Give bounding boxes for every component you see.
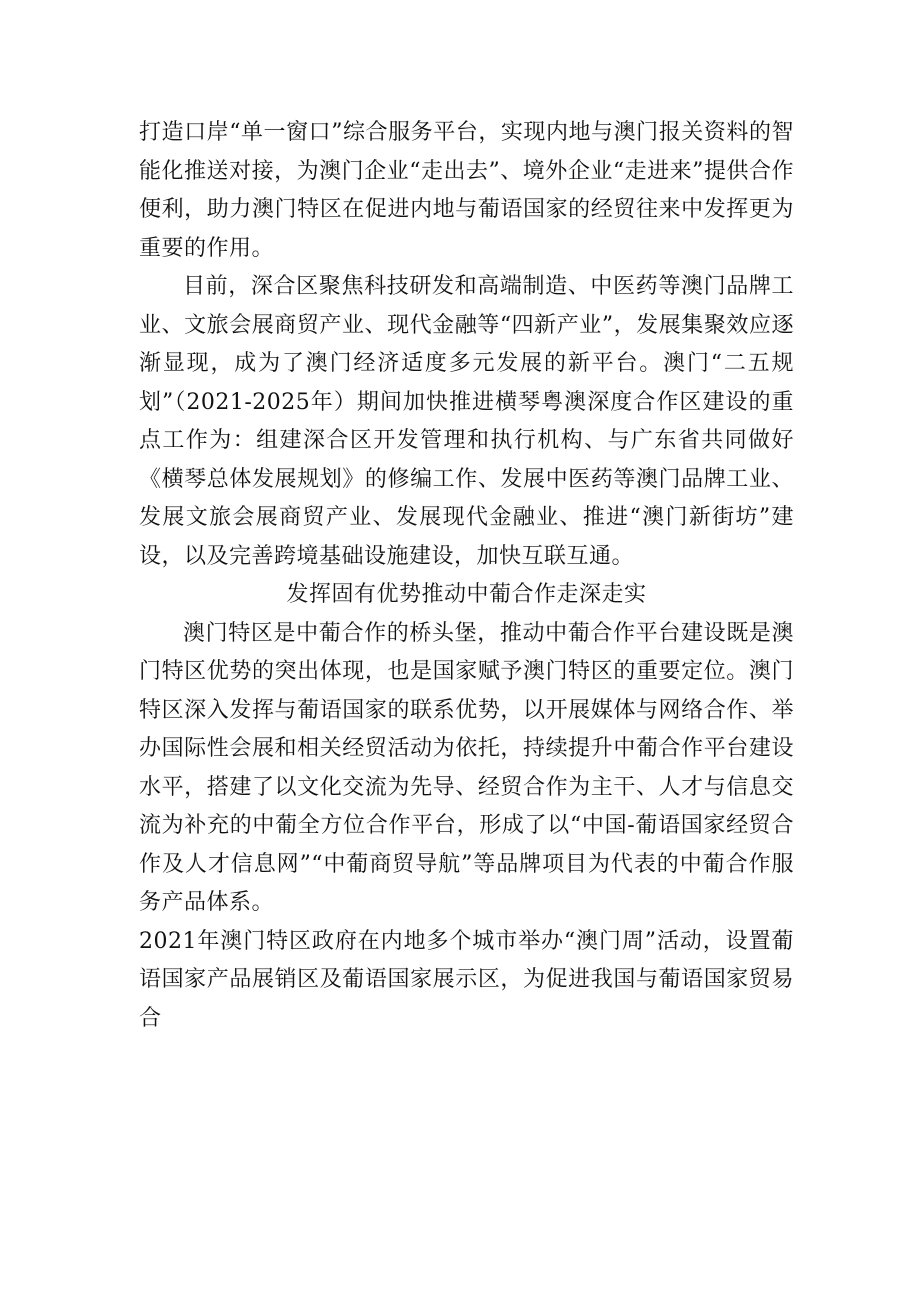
paragraph-sino-portuguese-platform: 澳门特区是中葡合作的桥头堡，推动中葡合作平台建设既是澳门特区优势的突出体现，也是国家赋予澳门特区的重要定位。澳门特区深入发挥与葡语国家的联系优势，以开展媒体与网络合作、举办国际性会展和相关经贸活动为依托，持续提升中葡合作平台建设水平，搭建了以文化交流为先导、经贸合作为主干、人才与信息交流为补充的中葡全方位合作平台，形成了以“中国-葡语国家经贸合作及人才信息网”“中葡商贸导航”等品牌项目为代表的中葡合作服务产品体系。 [139, 620, 794, 915]
document-page [139, 114, 794, 1038]
paragraph-single-window: 打造口岸“单一窗口”综合服务平台，实现内地与澳门报关资料的智能化推送对接，为澳门企业“走出去”、境外企业“走进来”提供合作便利，助力澳门特区在促进内地与葡语国家的经贸往来中发挥更为重要的作用。 [139, 120, 794, 261]
paragraph-cooperation-zone: 目前，深合区聚焦科技研发和高端制造、中医药等澳门品牌工业、文旅会展商贸产业、现代金融等“四新产业”，发展集聚效应逐渐显现，成为了澳门经济适度多元发展的新平台。澳门“二五规划”（2021-2025年）期间加快推进横琴粤澳深度合作区建设的重点工作为：组建深合区开发管理和执行机构、与广东省共同做好《横琴总体发展规划》的修编工作、发展中医药等澳门品牌工业、发展文旅会展商贸产业、发展现代金融业、推进“澳门新街坊”建设，以及完善跨境基础设施建设，加快互联互通。 [139, 274, 794, 569]
section-heading: 发挥固有优势推动中葡合作走深走实 [286, 582, 647, 607]
paragraph-macau-week: 2021年澳门特区政府在内地多个城市举办“澳门周”活动，设置葡语国家产品展销区及葡语国家展示区，为促进我国与葡语国家贸易合 [139, 928, 794, 1031]
